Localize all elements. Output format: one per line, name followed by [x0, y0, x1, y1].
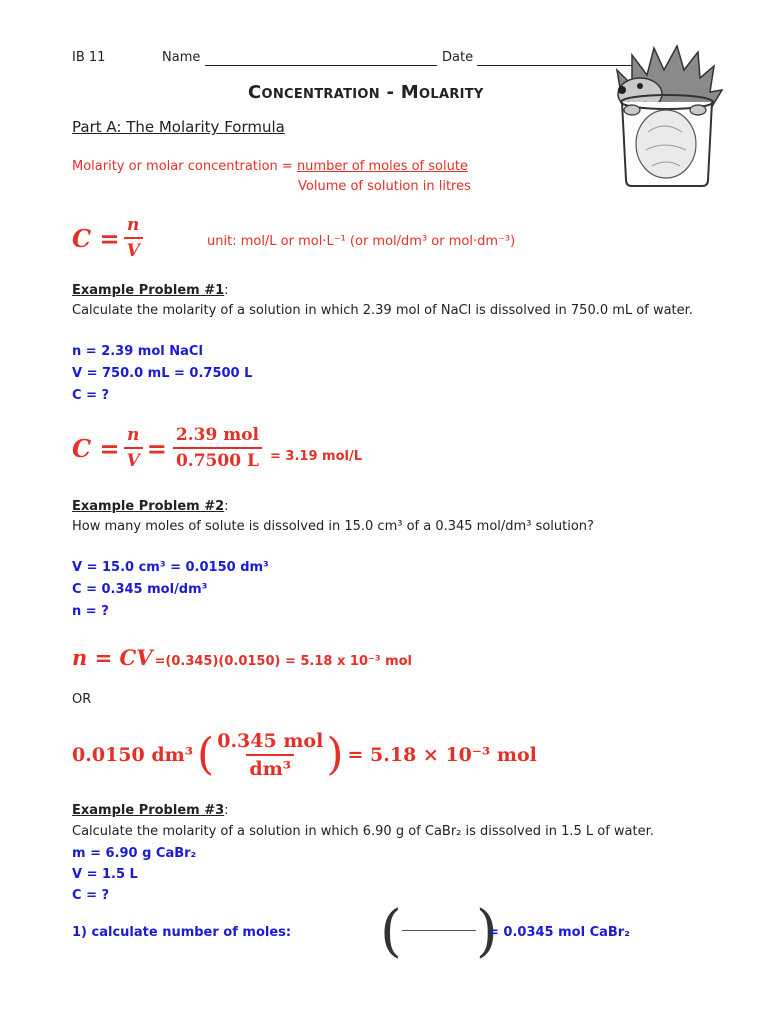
example-2-alt-lhs: 0.0150 dm³: [72, 744, 194, 766]
left-paren: (: [197, 729, 215, 780]
part-a-heading: Part A: The Molarity Formula: [72, 118, 285, 136]
example-1-n: n: [126, 425, 140, 445]
formula-denominator: V: [124, 237, 143, 261]
hedgehog-beaker-illustration: [602, 40, 732, 190]
example-1-equation: [72, 425, 262, 471]
example-1-eq-lhs: C =: [72, 433, 120, 463]
example-2-question: How many moles of solute is dissolved in 15.0 cm³ of a 0.345 mol/dm³ solution?: [72, 519, 594, 534]
example-3-label: [72, 803, 229, 819]
example-3-step-1-answer: = 0.0345 mol CaBr₂: [488, 925, 630, 940]
unit-text: unit: mol/L or mol·L⁻¹ (or mol/dm³ or mol·dm⁻³): [207, 234, 516, 249]
example-2-given-v: V = 15.0 cm³ = 0.0150 dm³: [72, 560, 269, 575]
formula-lhs: C =: [72, 223, 120, 253]
example-2-equation: [72, 645, 412, 670]
example-2-eq-rhs: =(0.345)(0.0150) = 5.18 x 10⁻³ mol: [154, 654, 413, 669]
example-1-value-fraction: [173, 425, 262, 471]
example-3-step-1: 1) calculate number of moles:: [72, 925, 292, 940]
definition-prefix: Molarity or molar concentration =: [72, 159, 297, 174]
example-2-alt-fraction: [214, 730, 326, 780]
example-1-nv-fraction: [124, 425, 143, 471]
name-label-text: Name: [162, 50, 201, 65]
example-1-answer: = 3.19 mol/L: [270, 449, 362, 464]
name-blank[interactable]: [205, 52, 437, 66]
molarity-formula: [72, 215, 143, 261]
definition-denominator: Volume of solution in litres: [298, 179, 471, 194]
page-title: Concentration - Molarity: [248, 82, 484, 103]
formula-fraction: [124, 215, 143, 261]
example-3-colon: :: [224, 803, 229, 818]
example-1-question: Calculate the molarity of a solution in which 2.39 mol of NaCl is dissolved in 750.0 mL of water.: [72, 303, 693, 318]
example-1-eq-sign: =: [146, 433, 167, 463]
formula-numerator: n: [126, 215, 140, 235]
example-2-given-n: n = ?: [72, 604, 109, 619]
definition-numerator: number of moles of solute: [296, 159, 468, 174]
blank-right-paren: ): [475, 899, 498, 964]
date-label-text: Date: [442, 50, 474, 65]
example-2-label: [72, 499, 229, 515]
example-1-given-n: n = 2.39 mol NaCl: [72, 344, 203, 359]
example-2-alt-rhs: = 5.18 × 10⁻³ mol: [347, 744, 537, 766]
example-2-alt-num: 0.345 mol: [217, 730, 324, 752]
example-3-given-c: C = ?: [72, 888, 110, 903]
example-1-num: 2.39 mol: [175, 425, 259, 445]
example-1-title: Example Problem #1: [72, 283, 225, 298]
name-label: [162, 50, 437, 66]
example-1-given-c: C = ?: [72, 388, 110, 403]
example-2-given-c: C = 0.345 mol/dm³: [72, 582, 208, 597]
example-3-blank-fraction: [380, 899, 498, 964]
example-2-alt-equation: [72, 730, 537, 780]
or-label: OR: [72, 692, 92, 707]
example-2-alt-den: dm³: [246, 754, 294, 780]
example-2-colon: :: [224, 499, 229, 514]
blank-left-paren: (: [380, 899, 402, 964]
example-1-v: V: [124, 447, 143, 471]
example-3-given-v: V = 1.5 L: [72, 867, 138, 882]
example-1-given-v: V = 750.0 mL = 0.7500 L: [72, 366, 253, 381]
example-3-given-m: m = 6.90 g CaBr₂: [72, 846, 197, 861]
example-1-den: 0.7500 L: [173, 447, 262, 471]
example-1-colon: :: [224, 283, 229, 298]
example-2-eq-lhs: n = CV: [72, 645, 153, 670]
example-1-label: [72, 283, 229, 299]
example-3-title: Example Problem #3: [72, 803, 225, 818]
molarity-definition: [72, 159, 468, 175]
blank-fraction-line[interactable]: [402, 930, 476, 931]
example-2-title: Example Problem #2: [72, 499, 225, 514]
example-3-question: Calculate the molarity of a solution in which 6.90 g of CaBr₂ is dissolved in 1.5 L of water.: [72, 824, 654, 839]
right-paren: ): [326, 729, 344, 780]
course-label: IB 11: [72, 50, 106, 65]
